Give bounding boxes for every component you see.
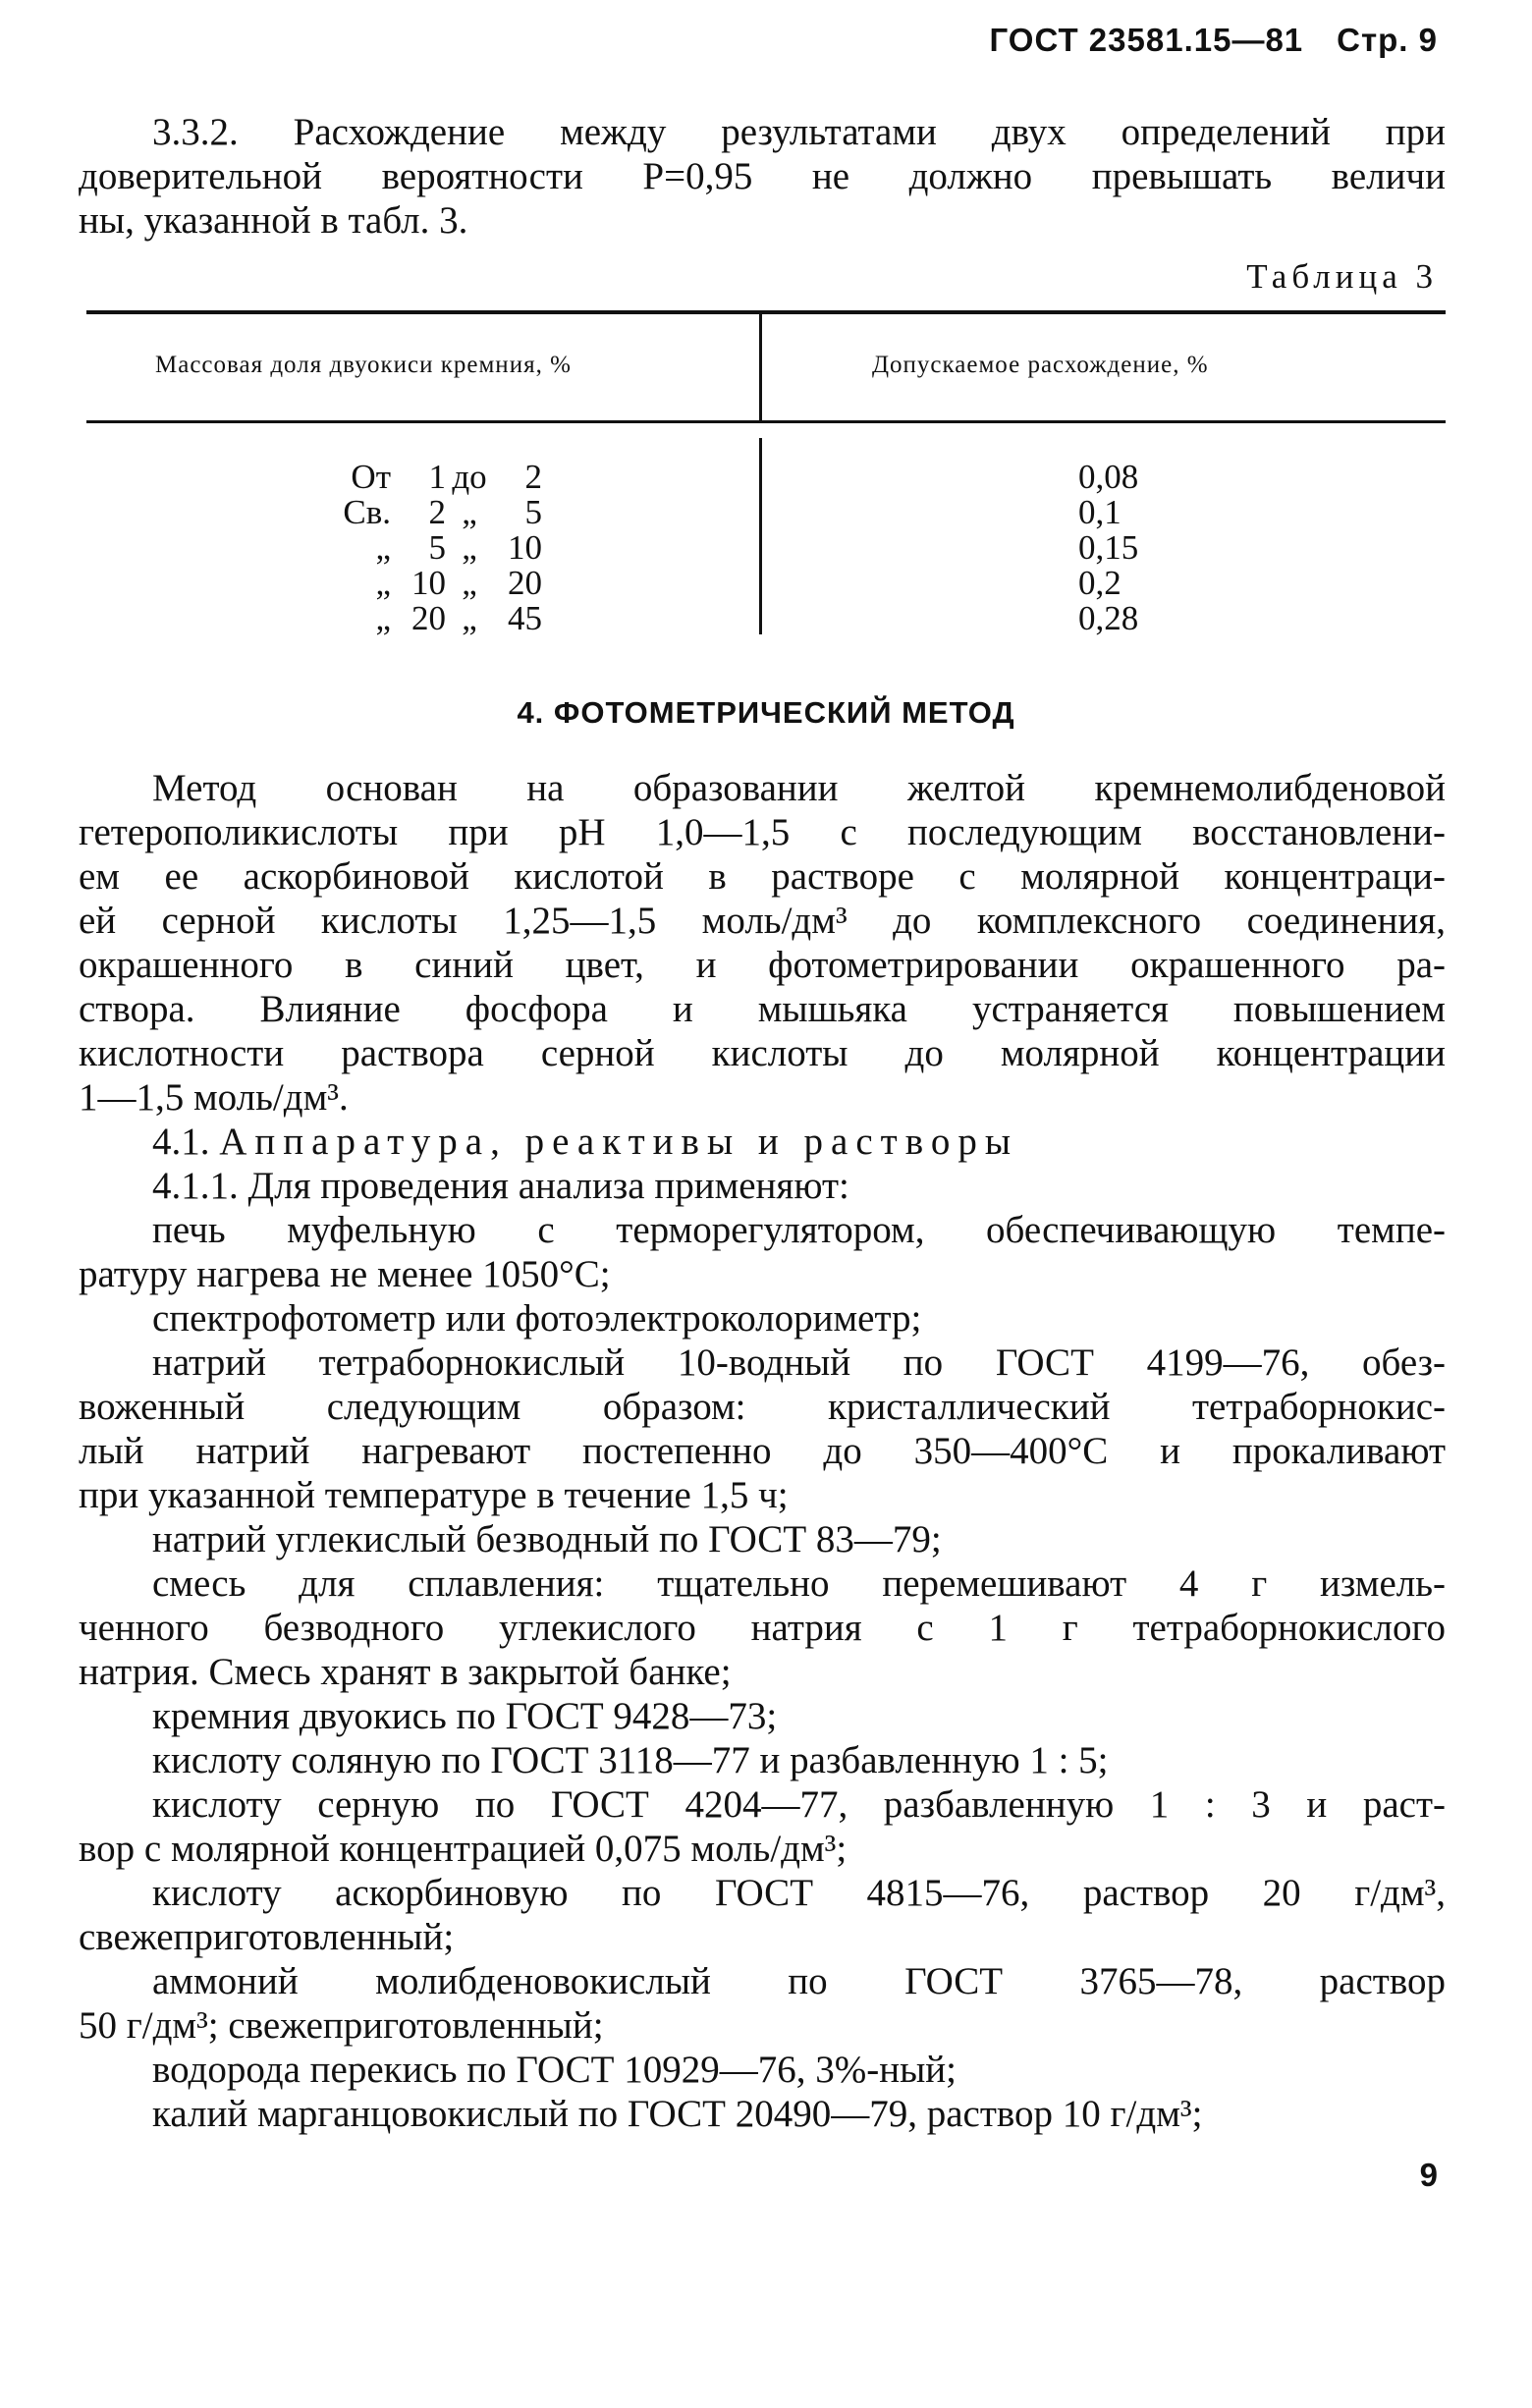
list-item-continuation: при указанной температуре в течение 1,5 ч; — [79, 1474, 789, 1516]
text-line: 3.3.2. Расхождение между результатами двух определений при — [152, 111, 1446, 153]
list-item-continuation: ченного безводного углекислого натрия с 1 г тетраборнокислого — [79, 1607, 1446, 1649]
table-row-range: „ 20 „ 45 — [375, 599, 542, 637]
method-paragraph — [79, 766, 1446, 2136]
table-column-divider — [759, 314, 762, 420]
list-item: аммоний молибденовокислый по ГОСТ 3765—78, раствор — [152, 1960, 1446, 2002]
table-header-tolerance: Допускаемое расхождение, % — [872, 352, 1209, 378]
list-item: кислоту аскорбиновую по ГОСТ 4815—76, раствор 20 г/дм³, — [152, 1872, 1446, 1914]
list-item: натрий углекислый безводный по ГОСТ 83—79; — [152, 1518, 942, 1560]
table-3 — [86, 310, 1446, 639]
list-item: калий марганцовокислый по ГОСТ 20490—79, раствор 10 г/дм³; — [152, 2093, 1203, 2135]
list-item: спектрофотометр или фотоэлектроколориметр; — [152, 1297, 922, 1340]
page-header — [990, 22, 1438, 59]
footer-page-number: 9 — [1419, 2157, 1438, 2193]
list-item: смесь для сплавления: тщательно перемешивают 4 г измель- — [152, 1562, 1446, 1605]
list-item: печь муфельную с терморегулятором, обеспечивающую темпе- — [152, 1209, 1446, 1251]
table-cell-value: 0,2 — [1078, 564, 1122, 602]
table-column-divider — [759, 438, 762, 634]
list-item-continuation: ратуру нагрева не менее 1050°С; — [79, 1253, 611, 1295]
paragraph-3-3-2 — [79, 110, 1446, 243]
list-item-continuation: свежеприготовленный; — [79, 1916, 455, 1958]
list-item: водорода перекись по ГОСТ 10929—76, 3%-ный; — [152, 2049, 957, 2091]
list-item: натрий тетраборнокислый 10-водный по ГОСТ 4199—76, обез- — [152, 1341, 1446, 1384]
tolerance-column — [1078, 460, 1138, 636]
table-caption: Таблица 3 — [1246, 257, 1438, 296]
table-header-rule — [86, 420, 1446, 423]
text-line: ей серной кислоты 1,25—1,5 моль/дм³ до комплексного соединения, — [79, 900, 1446, 942]
list-item-continuation: лый натрий нагревают постепенно до 350—400°С и прокаливают — [79, 1430, 1446, 1472]
text-line: доверительной вероятности Р=0,95 не должно превышать величи — [79, 155, 1446, 197]
list-item-continuation: вор с молярной концентрацией 0,075 моль/дм³; — [79, 1828, 848, 1870]
subsection-4-1: 4.1. Аппаратура, реактивы и растворы — [152, 1121, 1019, 1163]
table-row-range: „ 10 „ 20 — [375, 564, 542, 602]
list-item-continuation: воженный следующим образом: кристаллический тетраборнокис- — [79, 1386, 1446, 1428]
table-row-range: Св. 2 „ 5 — [343, 493, 542, 531]
text-line: ны, указанной в табл. 3. — [79, 199, 468, 242]
text-line: окрашенного в синий цвет, и фотометрировании окрашенного ра- — [79, 944, 1446, 986]
reagent-list — [79, 1208, 1446, 2136]
table-row-range: От 1 до 2 — [351, 458, 542, 496]
list-item: кремния двуокись по ГОСТ 9428—73; — [152, 1695, 778, 1737]
section-title: 4. ФОТОМЕТРИЧЕСКИЙ МЕТОД — [517, 695, 1015, 730]
range-column — [293, 460, 542, 636]
text-line: Метод основан на образовании желтой кремнемолибденовой — [152, 767, 1446, 809]
list-item: кислоту соляную по ГОСТ 3118—77 и разбавленную 1 : 5; — [152, 1739, 1109, 1781]
subsection-4-1-1: 4.1.1. Для проведения анализа применяют: — [152, 1165, 849, 1207]
page-label: Стр. 9 — [1337, 22, 1438, 58]
text-line: ем ее аскорбиновой кислотой в растворе с молярной концентраци- — [79, 855, 1446, 898]
text-line: створа. Влияние фосфора и мышьяка устраняется повышением — [79, 988, 1446, 1030]
list-item-continuation: натрия. Смесь хранят в закрытой банке; — [79, 1651, 732, 1693]
standard-number: ГОСТ 23581.15—81 — [989, 22, 1304, 58]
list-item: кислоту серную по ГОСТ 4204—77, разбавленную 1 : 3 и раст- — [152, 1783, 1446, 1826]
table-cell-value: 0,1 — [1078, 493, 1122, 531]
table-cell-value: 0,28 — [1078, 599, 1139, 637]
text-line: 1—1,5 моль/дм³. — [79, 1076, 349, 1119]
table-cell-value: 0,08 — [1078, 458, 1139, 496]
text-line: гетерополикислоты при pH 1,0—1,5 с последующим восстановлени- — [79, 811, 1446, 853]
table-cell-value: 0,15 — [1078, 528, 1139, 567]
list-item-continuation: 50 г/дм³; свежеприготовленный; — [79, 2004, 604, 2047]
table-header-mass-fraction: Массовая доля двуокиси кремния, % — [155, 352, 572, 378]
text-line: кислотности раствора серной кислоты до молярной концентрации — [79, 1032, 1446, 1074]
table-row-range: „ 5 „ 10 — [375, 528, 542, 567]
table-top-rule — [86, 310, 1446, 314]
